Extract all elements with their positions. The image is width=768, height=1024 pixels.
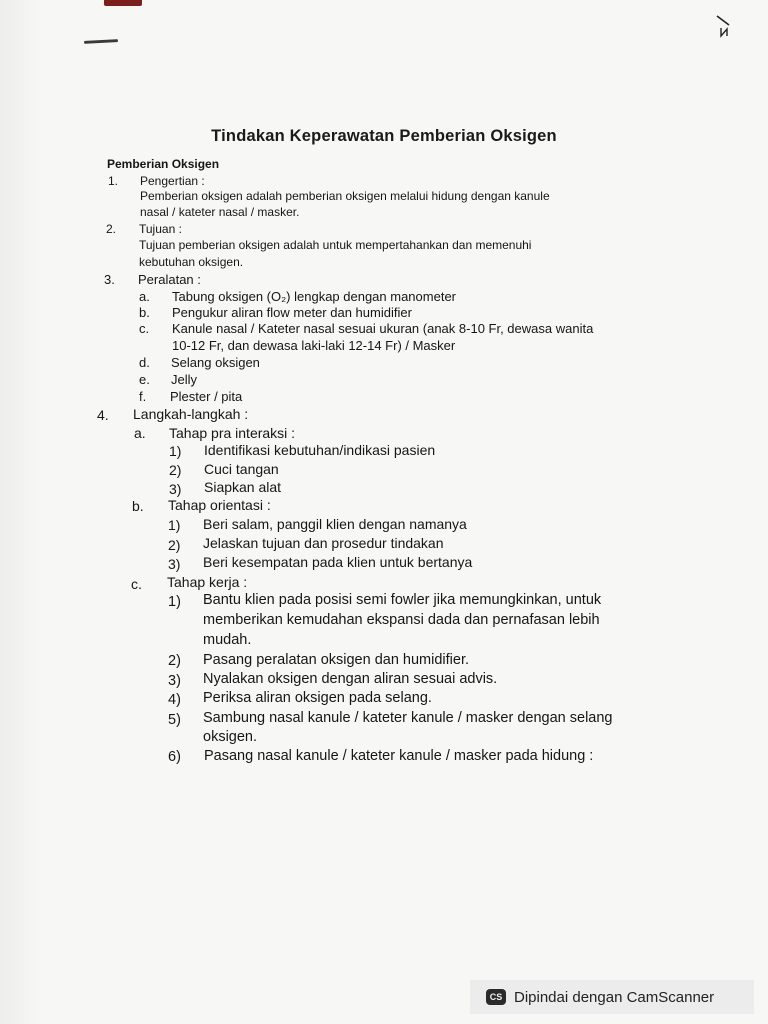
step-marker: 1) (168, 517, 181, 533)
pen-mark (84, 39, 118, 44)
step-text: Nyalakan oksigen dengan aliran sesuai advis. (203, 671, 498, 687)
list-item: Plester / pita (170, 389, 243, 404)
step-marker: 6) (168, 749, 181, 765)
camscanner-logo-icon: CS (486, 989, 506, 1005)
step-marker: 2) (169, 462, 182, 478)
section-text-line: nasal / kateter nasal / masker. (140, 205, 300, 219)
step-text: Sambung nasal kanule / kateter kanule / masker dengan selang (203, 710, 613, 726)
stage-heading: Tahap pra interaksi : (169, 425, 296, 441)
stage-marker: a. (134, 425, 146, 441)
section-heading-tujuan: Tujuan : (139, 222, 182, 236)
stage-marker: c. (131, 576, 142, 592)
step-marker: 5) (168, 712, 181, 728)
section-heading: Pemberian Oksigen (107, 157, 220, 171)
list-item-marker: a. (139, 289, 150, 304)
stage-heading: Tahap kerja : (167, 574, 248, 590)
page-shadow (0, 0, 40, 1024)
list-item-marker: f. (139, 389, 147, 404)
list-item-marker: c. (139, 321, 150, 336)
step-text: Identifikasi kebutuhan/indikasi pasien (204, 442, 436, 458)
step-marker: 4) (168, 692, 181, 708)
step-text: Cuci tangan (204, 461, 279, 477)
list-item: Pengukur aliran flow meter dan humidifier (172, 305, 412, 320)
step-marker: 3) (169, 481, 182, 497)
step-marker: 2) (168, 653, 181, 669)
stage-heading: Tahap orientasi : (168, 497, 271, 513)
section-number: 1. (108, 174, 119, 188)
section-heading-langkah: Langkah-langkah : (133, 406, 249, 422)
red-mark (104, 0, 142, 6)
list-item-continuation: 10-12 Fr, dan dewasa laki-laki 12-14 Fr) / Masker (172, 338, 456, 353)
step-text: Jelaskan tujuan dan prosedur tindakan (203, 535, 444, 551)
section-number: 4. (97, 407, 109, 423)
section-heading-peralatan: Peralatan : (138, 272, 201, 287)
stage-marker: b. (132, 498, 144, 514)
step-text: Periksa aliran oksigen pada selang. (203, 690, 432, 706)
step-text: Siapkan alat (204, 479, 282, 495)
section-text-line: Pemberian oksigen adalah pemberian oksigen melalui hidung dengan kanule (140, 189, 550, 203)
list-item: Jelly (171, 372, 198, 387)
camscanner-text: Dipindai dengan CamScanner (514, 988, 715, 1006)
list-item: Selang oksigen (171, 355, 260, 370)
step-text-continuation: oksigen. (203, 729, 258, 745)
section-heading-pengertian: Pengertian : (140, 174, 205, 188)
list-item-marker: e. (139, 372, 150, 387)
section-text-line: Tujuan pemberian oksigen adalah untuk mempertahankan dan memenuhi (139, 238, 532, 252)
step-text-continuation: memberikan kemudahan ekspansi dada dan pernafasan lebih (203, 612, 600, 628)
section-number: 2. (106, 222, 117, 236)
step-marker: 2) (168, 537, 181, 553)
step-marker: 1) (168, 594, 181, 610)
section-number: 3. (104, 272, 115, 287)
camscanner-banner (470, 980, 754, 1014)
list-item: Tabung oksigen (O₂) lengkap dengan manometer (172, 289, 457, 304)
document-title: Tindakan Keperawatan Pemberian Oksigen (211, 127, 557, 145)
step-marker: 1) (169, 443, 182, 459)
step-text: Bantu klien pada posisi semi fowler jika memungkinkan, untuk (203, 592, 602, 608)
step-text: Pasang peralatan oksigen dan humidifier. (203, 652, 470, 668)
step-text-continuation: mudah. (203, 632, 252, 648)
step-marker: 3) (168, 673, 181, 689)
step-text: Pasang nasal kanule / kateter kanule / masker pada hidung : (204, 748, 594, 764)
step-text: Beri salam, panggil klien dengan namanya (203, 516, 467, 532)
list-item-marker: b. (139, 305, 150, 320)
list-item: Kanule nasal / Kateter nasal sesuai ukuran (anak 8-10 Fr, dewasa wanita (172, 321, 594, 336)
list-item-marker: d. (139, 355, 150, 370)
step-marker: 3) (168, 556, 181, 572)
step-text: Beri kesempatan pada klien untuk bertanya (203, 554, 473, 570)
section-text-line: kebutuhan oksigen. (139, 255, 244, 269)
handwritten-mark (714, 14, 734, 38)
